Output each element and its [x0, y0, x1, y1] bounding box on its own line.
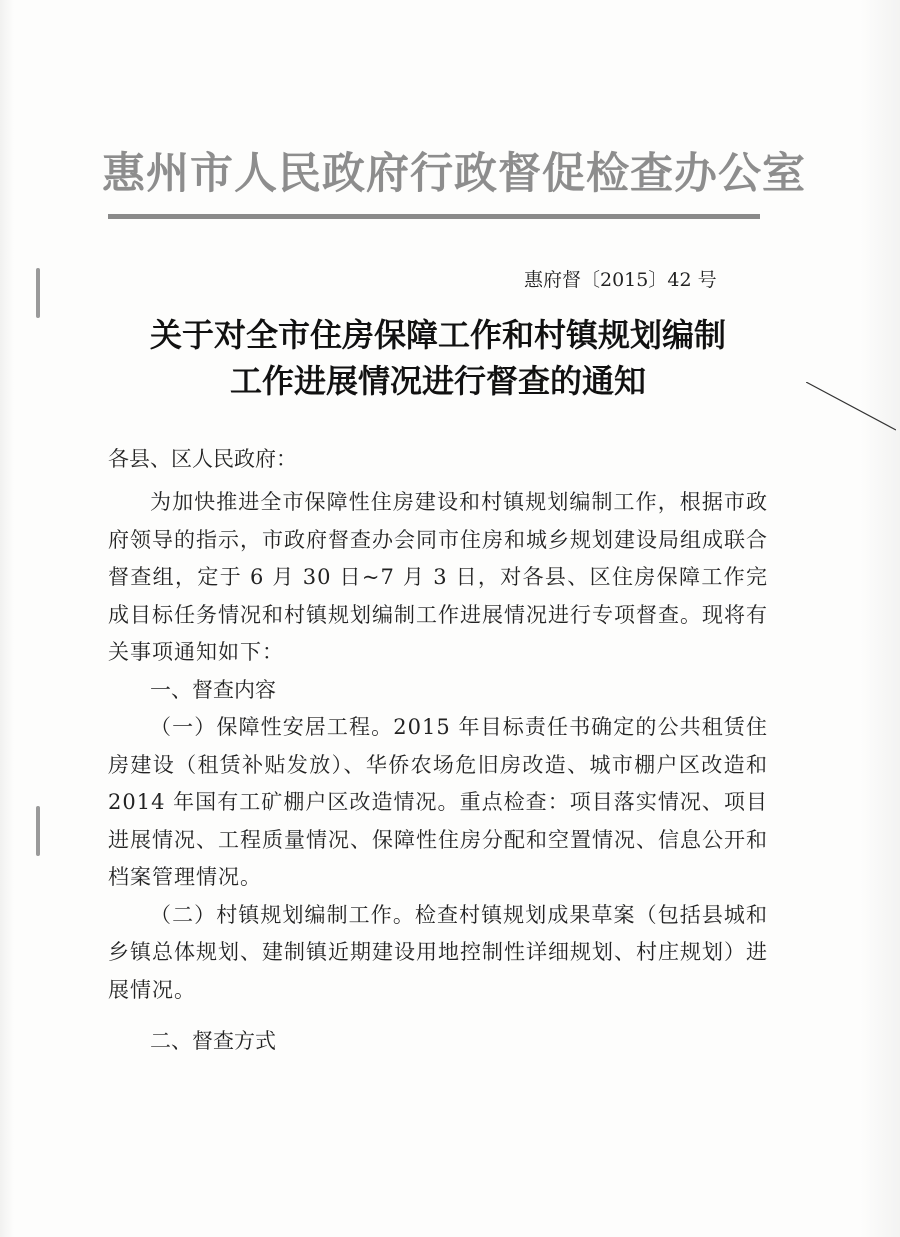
binding-hole-mark	[36, 806, 40, 856]
scan-fold-line	[806, 382, 896, 432]
item-paragraph-1: （一）保障性安居工程。2015 年目标责任书确定的公共租赁住房建设（租赁补贴发放）、华侨农场危旧房改造、城市棚户区改造和 2014 年国有工矿棚户区改造情况。重点检查：项目落实情况、项目进展情况、工程质量情况、保障性住房分配和空置情况、信息公开和档案管理情况。	[108, 715, 768, 889]
section-heading-2: 二、督查方式	[150, 1029, 276, 1053]
header-rule	[108, 214, 760, 219]
document-title	[108, 312, 768, 404]
salutation: 各县、区人民政府：	[108, 447, 297, 471]
item-paragraph-2: （二）村镇规划编制工作。检查村镇规划成果草案（包括县城和乡镇总体规划、建制镇近期建设用地控制性详细规划、村庄规划）进展情况。	[108, 902, 768, 1002]
agency-header: 惠州市人民政府行政督促检查办公室	[102, 149, 806, 199]
section-heading-1: 一、督查内容	[150, 677, 276, 702]
page-edge-shadow	[0, 0, 14, 1237]
binding-hole-mark	[36, 268, 40, 318]
document-number: 惠府督〔2015〕42 号	[524, 269, 717, 291]
title-line-2: 工作进展情况进行督查的通知	[229, 362, 646, 400]
document-body	[108, 440, 768, 1061]
title-line-1: 关于对全市住房保障工作和村镇规划编制	[149, 316, 726, 354]
page-edge-shadow	[860, 0, 900, 1237]
intro-paragraph: 为加快推进全市保障性住房建设和村镇规划编制工作，根据市政府领导的指示，市政府督查办会同市住房和城乡规划建设局组成联合督查组，定于 6 月 30 日~7 月 3 日，对各县、区住房保障工作完成目标任务情况和村镇规划编制工作进展情况进行专项督查。现将有关事项通知如下：	[108, 490, 768, 664]
